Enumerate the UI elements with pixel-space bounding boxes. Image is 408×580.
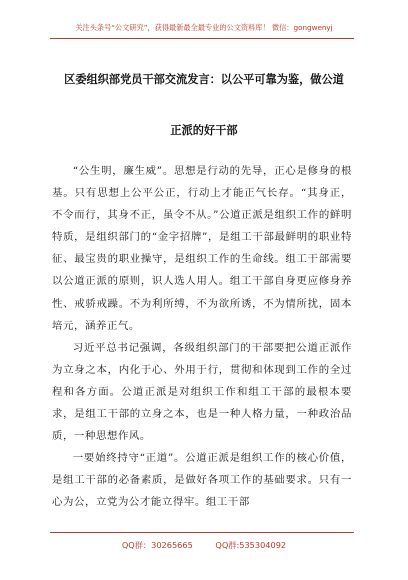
footer-divider [50,532,354,533]
page-footer [0,532,408,580]
header-promo-text: 关注头条号“公文研究”，获得最新最全最专业的公文资料库！ 微信：gongwenyj [75,23,333,32]
document-title-line-1: 区委组织部党员干部交流发言：以公平可靠为鉴，做公道 [64,73,344,86]
page-header [0,0,408,47]
body-paragraph: 一要始终持守“正道”。公道正派是组织工作的核心价值，是组工干部的必备素质，是做好各项工作的基础要求。只有一心为公，立党为公才能立得牢。组工干部 [52,452,352,509]
footer-qq-group-1: QQ群：30265665 [121,540,193,550]
header-divider [50,38,354,39]
body-paragraph: “公生明，廉生威”。思想是行动的先导，正心是修身的根基。只有思想上公平公正，行动上才能正气长存。“其身正，不令而行，其身不正，虽令不从。”公道正派是组织工作的鲜明特质，是组织部门的“金字招牌”，是组工干部最鲜明的职业特征、最宝贵的职业操守，是组织工作的生命线。组工干部需要以公道正派的原则，识人选人用人。组工干部自身更应修身养性、戒骄戒躁。不为利所缚，不为欲所诱，不为情所扰，固本培元，涵养正气。 [52,165,352,332]
footer-qq-group-2: QQ群:535304092 [215,540,287,550]
document-body [52,160,352,514]
body-paragraph: 习近平总书记强调，各级组织部门的干部要把公道正派作为立身之本，内化于心、外用于行，贯彻和体现到工作的全过程和各方面。公道正派是对组织工作和组工干部的最根本要求，是组工干部的立身之本，也是一种人格力量，一种政治品质，一种思想作风。 [52,341,352,443]
footer-contact [0,540,408,551]
document-title-line-2: 正派的好干部 [170,124,238,137]
